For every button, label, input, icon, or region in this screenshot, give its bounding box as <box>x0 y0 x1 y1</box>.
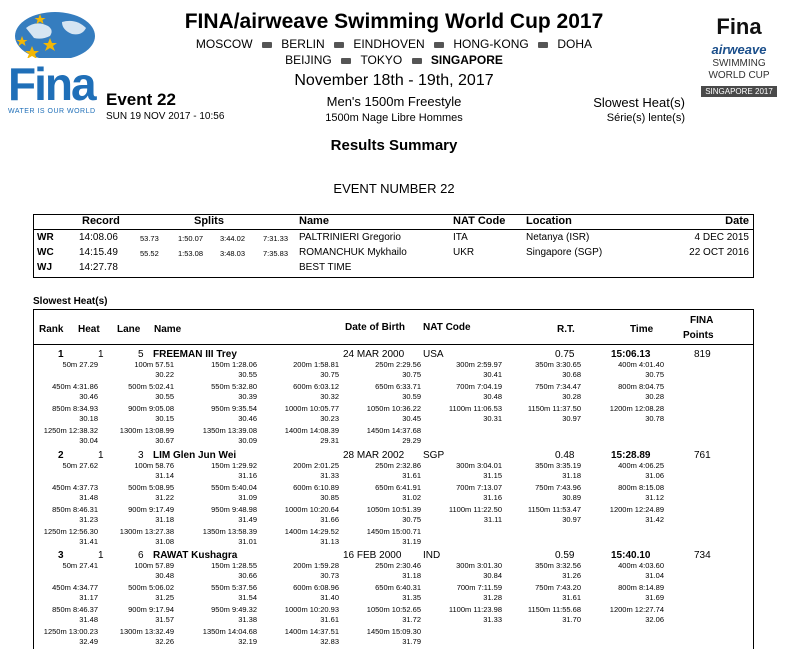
split-time: 800m 8:15.08 <box>618 483 664 492</box>
split-time: 1400m 14:08.39 <box>284 426 339 435</box>
split-time: 350m 3:32.56 <box>535 561 581 570</box>
lap-time: 30.68 <box>562 370 581 379</box>
split-time: 800m 8:14.89 <box>618 583 664 592</box>
split-time: 1250m 13:00.23 <box>43 627 98 636</box>
split-time: 250m 2:29.56 <box>375 360 421 369</box>
fina-points: 819 <box>694 349 711 360</box>
lap-time: 31.13 <box>320 537 339 546</box>
split-time: 450m 4:37.73 <box>52 483 98 492</box>
lane: 5 <box>138 349 144 360</box>
split-time: 1150m 11:37.50 <box>527 404 581 413</box>
split-time: 250m 2:32.86 <box>375 461 421 470</box>
lap-time: 31.15 <box>483 471 502 480</box>
date-of-birth: 24 MAR 2000 <box>343 349 405 360</box>
separator-icon <box>340 56 352 66</box>
lap-time: 30.46 <box>238 414 257 423</box>
lap-time: 31.61 <box>402 471 421 480</box>
lap-time: 30.59 <box>402 392 421 401</box>
lap-time: 31.40 <box>320 593 339 602</box>
split-time: 950m 9:49.32 <box>211 605 257 614</box>
lap-time: 30.84 <box>483 571 502 580</box>
lap-time: 31.70 <box>562 615 581 624</box>
split-time: 1000m 10:20.93 <box>284 605 339 614</box>
split-time: 750m 7:43.20 <box>535 583 581 592</box>
separator-icon <box>433 40 445 50</box>
split-time: 700m 7:04.19 <box>456 382 502 391</box>
split-time: 1300m 13:08.99 <box>119 426 174 435</box>
split-time: 1400m 14:37.51 <box>284 627 339 636</box>
reaction-time: 0.75 <box>555 349 575 360</box>
lap-time: 31.19 <box>402 537 421 546</box>
lap-time: 30.15 <box>155 414 174 423</box>
split-time: 400m 4:06.25 <box>618 461 664 470</box>
split-time: 500m 5:08.95 <box>128 483 174 492</box>
split-time: 550m 5:37.56 <box>211 583 257 592</box>
split-time: 750m 7:34.47 <box>535 382 581 391</box>
event-datetime: SUN 19 NOV 2017 - 10:56 <box>106 111 225 122</box>
separator-icon <box>411 56 423 66</box>
split-time: 1450m 14:37.68 <box>366 426 421 435</box>
lap-time: 30.89 <box>562 493 581 502</box>
lap-time: 30.28 <box>562 392 581 401</box>
nat-code: USA <box>423 349 444 360</box>
reaction-time: 0.48 <box>555 450 575 461</box>
section-title: Slowest Heat(s) <box>33 296 108 307</box>
lap-time: 31.16 <box>483 493 502 502</box>
lap-time: 30.28 <box>645 392 664 401</box>
lap-time: 30.97 <box>562 515 581 524</box>
lap-time: 31.18 <box>402 571 421 580</box>
lap-time: 31.28 <box>483 593 502 602</box>
record-row: WC 14:15.49 55.52 1:53.08 3:48.03 7:35.83 ROMANCHUK Mykhailo UKR Singapore (SGP) 22 OCT 2016 <box>37 247 749 258</box>
split-time: 400m 4:03.60 <box>618 561 664 570</box>
split-time: 850m 8:46.31 <box>52 505 98 514</box>
lap-time: 30.46 <box>79 392 98 401</box>
split-time: 200m 2:01.25 <box>293 461 339 470</box>
split-time: 450m 4:34.77 <box>52 583 98 592</box>
split-time: 1200m 12:27.74 <box>609 605 664 614</box>
lap-time: 31.54 <box>238 593 257 602</box>
split-time: 250m 2:30.46 <box>375 561 421 570</box>
athlete-row <box>34 550 753 650</box>
lap-time: 31.33 <box>483 615 502 624</box>
lap-time: 31.66 <box>320 515 339 524</box>
lap-time: 30.55 <box>238 370 257 379</box>
reaction-time: 0.59 <box>555 550 575 561</box>
lap-time: 31.33 <box>320 471 339 480</box>
record-type: WR <box>37 232 54 243</box>
athlete-name: RAWAT Kushagra <box>153 550 238 561</box>
lap-time: 31.11 <box>483 515 502 524</box>
lap-time: 30.67 <box>155 436 174 445</box>
split-time: 1150m 11:55.68 <box>527 605 581 614</box>
lap-time: 30.75 <box>320 370 339 379</box>
split-time: 650m 6:33.71 <box>375 382 421 391</box>
split-time: 850m 8:46.37 <box>52 605 98 614</box>
lane: 3 <box>138 450 144 461</box>
lap-time: 31.57 <box>155 615 174 624</box>
lap-time: 31.23 <box>79 515 98 524</box>
split-time: 150m 1:29.92 <box>211 461 257 470</box>
page-title: FINA/airweave Swimming World Cup 2017 <box>184 10 604 33</box>
event-name-fr: 1500m Nage Libre Hommes <box>325 112 463 124</box>
split-time: 1350m 14:04.68 <box>202 627 257 636</box>
rank: 3 <box>58 550 64 561</box>
lap-time: 31.42 <box>645 515 664 524</box>
event-label: Event 22 <box>106 90 176 109</box>
split-time: 100m 58.76 <box>134 461 174 470</box>
lap-time: 30.75 <box>645 370 664 379</box>
final-time: 15:40.10 <box>611 550 651 561</box>
results-summary-title: Results Summary <box>330 137 458 154</box>
event-dates: November 18th - 19th, 2017 <box>294 72 494 89</box>
fina-points: 761 <box>694 450 711 461</box>
split-time: 550m 5:40.04 <box>211 483 257 492</box>
lap-time: 31.61 <box>320 615 339 624</box>
split-time: 1000m 10:05.77 <box>284 404 339 413</box>
split-time: 700m 7:13.07 <box>456 483 502 492</box>
lap-time: 31.16 <box>238 471 257 480</box>
split-time: 500m 5:02.41 <box>128 382 174 391</box>
lap-time: 31.41 <box>79 537 98 546</box>
split-time: 600m 6:10.89 <box>293 483 339 492</box>
date-of-birth: 16 FEB 2000 <box>343 550 402 561</box>
nat-code: IND <box>423 550 441 561</box>
airweave-world-cup-logo: Fina airweave SWIMMING WORLD CUP SINGAPORE 2017 <box>700 14 778 99</box>
lap-time: 30.31 <box>483 414 502 423</box>
records-table <box>33 214 754 278</box>
split-time: 500m 5:06.02 <box>128 583 174 592</box>
split-time: 200m 1:59.28 <box>293 561 339 570</box>
rank: 1 <box>58 349 64 360</box>
split-time: 100m 57.51 <box>134 360 174 369</box>
split-time: 900m 9:17.94 <box>128 605 174 614</box>
split-time: 1300m 13:32.49 <box>119 627 174 636</box>
split-time: 1350m 13:58.39 <box>202 527 257 536</box>
results-table <box>33 309 754 649</box>
record-type: WJ <box>37 262 52 273</box>
split-time: 200m 1:58.81 <box>293 360 339 369</box>
lap-time: 31.38 <box>238 615 257 624</box>
split-time: 350m 3:35.19 <box>535 461 581 470</box>
lap-time: 30.85 <box>320 493 339 502</box>
split-time: 350m 3:30.65 <box>535 360 581 369</box>
split-time: 1250m 12:38.32 <box>43 426 98 435</box>
fina-points: 734 <box>694 550 711 561</box>
lap-time: 31.18 <box>562 471 581 480</box>
split-time: 300m 3:04.01 <box>456 461 502 470</box>
event-name-en: Men's 1500m Freestyle <box>326 94 462 109</box>
separator-icon <box>261 40 273 50</box>
split-time: 1100m 11:06.53 <box>448 404 502 413</box>
lap-time: 32.06 <box>645 615 664 624</box>
lap-time: 30.75 <box>402 370 421 379</box>
lap-time: 31.09 <box>238 493 257 502</box>
split-time: 900m 9:17.49 <box>128 505 174 514</box>
lap-time: 31.61 <box>562 593 581 602</box>
split-time: 950m 9:48.98 <box>211 505 257 514</box>
split-time: 800m 8:04.75 <box>618 382 664 391</box>
lap-time: 31.04 <box>645 571 664 580</box>
split-time: 750m 7:43.96 <box>535 483 581 492</box>
split-time: 1250m 12:56.30 <box>43 527 98 536</box>
split-time: 1200m 12:24.89 <box>609 505 664 514</box>
split-time: 1450m 15:09.30 <box>366 627 421 636</box>
split-time: 1050m 10:52.65 <box>366 605 421 614</box>
athlete-name: FREEMAN III Trey <box>153 349 237 360</box>
split-time: 450m 4:31.86 <box>52 382 98 391</box>
lap-time: 31.18 <box>155 515 174 524</box>
lap-time: 31.01 <box>238 537 257 546</box>
separator-icon <box>333 40 345 50</box>
split-time: 1050m 10:51.39 <box>366 505 421 514</box>
lap-time: 30.75 <box>402 515 421 524</box>
split-time: 1050m 10:36.22 <box>366 404 421 413</box>
lap-time: 30.18 <box>79 414 98 423</box>
lap-time: 31.02 <box>402 493 421 502</box>
heat-type-fr: Série(s) lente(s) <box>606 112 685 124</box>
nat-code: SGP <box>423 450 445 461</box>
record-row: WR 14:08.06 53.73 1:50.07 3:44.02 7:31.33 PALTRINIERI Gregorio ITA Netanya (ISR) 4 DEC 2015 <box>37 232 749 243</box>
lap-time: 30.32 <box>320 392 339 401</box>
city-list-row-1: MOSCOW BERLIN EINDHOVEN HONG-KONG DOHA <box>195 37 593 51</box>
lap-time: 31.48 <box>79 615 98 624</box>
final-time: 15:28.89 <box>611 450 651 461</box>
athlete-row <box>34 450 753 550</box>
heat: 1 <box>98 349 104 360</box>
record-row: WJ 14:27.78 BEST TIME <box>37 262 352 273</box>
lane: 6 <box>138 550 144 561</box>
split-time: 700m 7:11.59 <box>456 583 502 592</box>
lap-time: 32.26 <box>155 637 174 646</box>
lap-time: 31.72 <box>402 615 421 624</box>
lap-time: 31.49 <box>238 515 257 524</box>
lap-time: 30.45 <box>402 414 421 423</box>
split-time: 150m 1:28.55 <box>211 561 257 570</box>
city-list-row-2: BEIJING TOKYO SINGAPORE <box>285 53 503 67</box>
split-time: 1400m 14:29.52 <box>284 527 339 536</box>
record-type: WC <box>37 247 54 258</box>
heat-type-en: Slowest Heat(s) <box>593 95 685 110</box>
lap-time: 31.14 <box>155 471 174 480</box>
lap-time: 31.35 <box>402 593 421 602</box>
heat: 1 <box>98 550 104 561</box>
lap-time: 31.48 <box>79 493 98 502</box>
lap-time: 31.17 <box>79 593 98 602</box>
lap-time: 31.12 <box>645 493 664 502</box>
split-time: 50m 27.41 <box>62 561 98 570</box>
lap-time: 31.25 <box>155 593 174 602</box>
separator-icon <box>537 40 549 50</box>
split-time: 1100m 11:22.50 <box>448 505 502 514</box>
event-number: EVENT NUMBER 22 <box>333 181 455 196</box>
split-time: 50m 27.29 <box>62 360 98 369</box>
split-time: 300m 3:01.30 <box>456 561 502 570</box>
split-time: 650m 6:40.31 <box>375 583 421 592</box>
lap-time: 30.04 <box>79 436 98 445</box>
fina-logo: Fina WATER IS OUR WORLD <box>8 58 96 115</box>
split-time: 950m 9:35.54 <box>211 404 257 413</box>
heat: 1 <box>98 450 104 461</box>
split-time: 100m 57.89 <box>134 561 174 570</box>
lap-time: 30.78 <box>645 414 664 423</box>
lap-time: 30.55 <box>155 392 174 401</box>
split-time: 650m 6:41.91 <box>375 483 421 492</box>
split-time: 1200m 12:08.28 <box>609 404 664 413</box>
lap-time: 30.73 <box>320 571 339 580</box>
lap-time: 31.06 <box>645 471 664 480</box>
split-time: 600m 6:08.96 <box>293 583 339 592</box>
lap-time: 30.22 <box>155 370 174 379</box>
final-time: 15:06.13 <box>611 349 651 360</box>
split-time: 50m 27.62 <box>62 461 98 470</box>
lap-time: 30.97 <box>562 414 581 423</box>
split-time: 550m 5:32.80 <box>211 382 257 391</box>
lap-time: 32.83 <box>320 637 339 646</box>
date-of-birth: 28 MAR 2002 <box>343 450 405 461</box>
lap-time: 31.26 <box>562 571 581 580</box>
lap-time: 30.09 <box>238 436 257 445</box>
lap-time: 30.48 <box>483 392 502 401</box>
rank: 2 <box>58 450 64 461</box>
lap-time: 31.08 <box>155 537 174 546</box>
lap-time: 30.48 <box>155 571 174 580</box>
split-time: 300m 2:59.97 <box>456 360 502 369</box>
lap-time: 32.19 <box>238 637 257 646</box>
athlete-name: LIM Glen Jun Wei <box>153 450 237 461</box>
lap-time: 31.69 <box>645 593 664 602</box>
split-time: 1000m 10:20.64 <box>284 505 339 514</box>
lap-time: 31.22 <box>155 493 174 502</box>
split-time: 1150m 11:53.47 <box>527 505 581 514</box>
split-time: 600m 6:03.12 <box>293 382 339 391</box>
records-header: Record Splits Name NAT Code Location Date <box>34 215 753 230</box>
split-time: 1300m 13:27.38 <box>119 527 174 536</box>
results-header: Rank Heat Lane Name Date of Birth NAT Code R.T. Time FINA Points <box>34 310 753 345</box>
lap-time: 32.49 <box>79 637 98 646</box>
athlete-row <box>34 349 753 449</box>
lap-time: 30.39 <box>238 392 257 401</box>
lap-time: 30.23 <box>320 414 339 423</box>
lap-time: 30.66 <box>238 571 257 580</box>
lap-time: 30.41 <box>483 370 502 379</box>
split-time: 850m 8:34.93 <box>52 404 98 413</box>
lap-time: 29.31 <box>320 436 339 445</box>
split-time: 1350m 13:39.08 <box>202 426 257 435</box>
split-time: 400m 4:01.40 <box>618 360 664 369</box>
split-time: 1100m 11:23.98 <box>448 605 502 614</box>
split-time: 900m 9:05.08 <box>128 404 174 413</box>
lap-time: 31.79 <box>402 637 421 646</box>
split-time: 1450m 15:00.71 <box>366 527 421 536</box>
split-time: 150m 1:28.06 <box>211 360 257 369</box>
lap-time: 29.29 <box>402 436 421 445</box>
